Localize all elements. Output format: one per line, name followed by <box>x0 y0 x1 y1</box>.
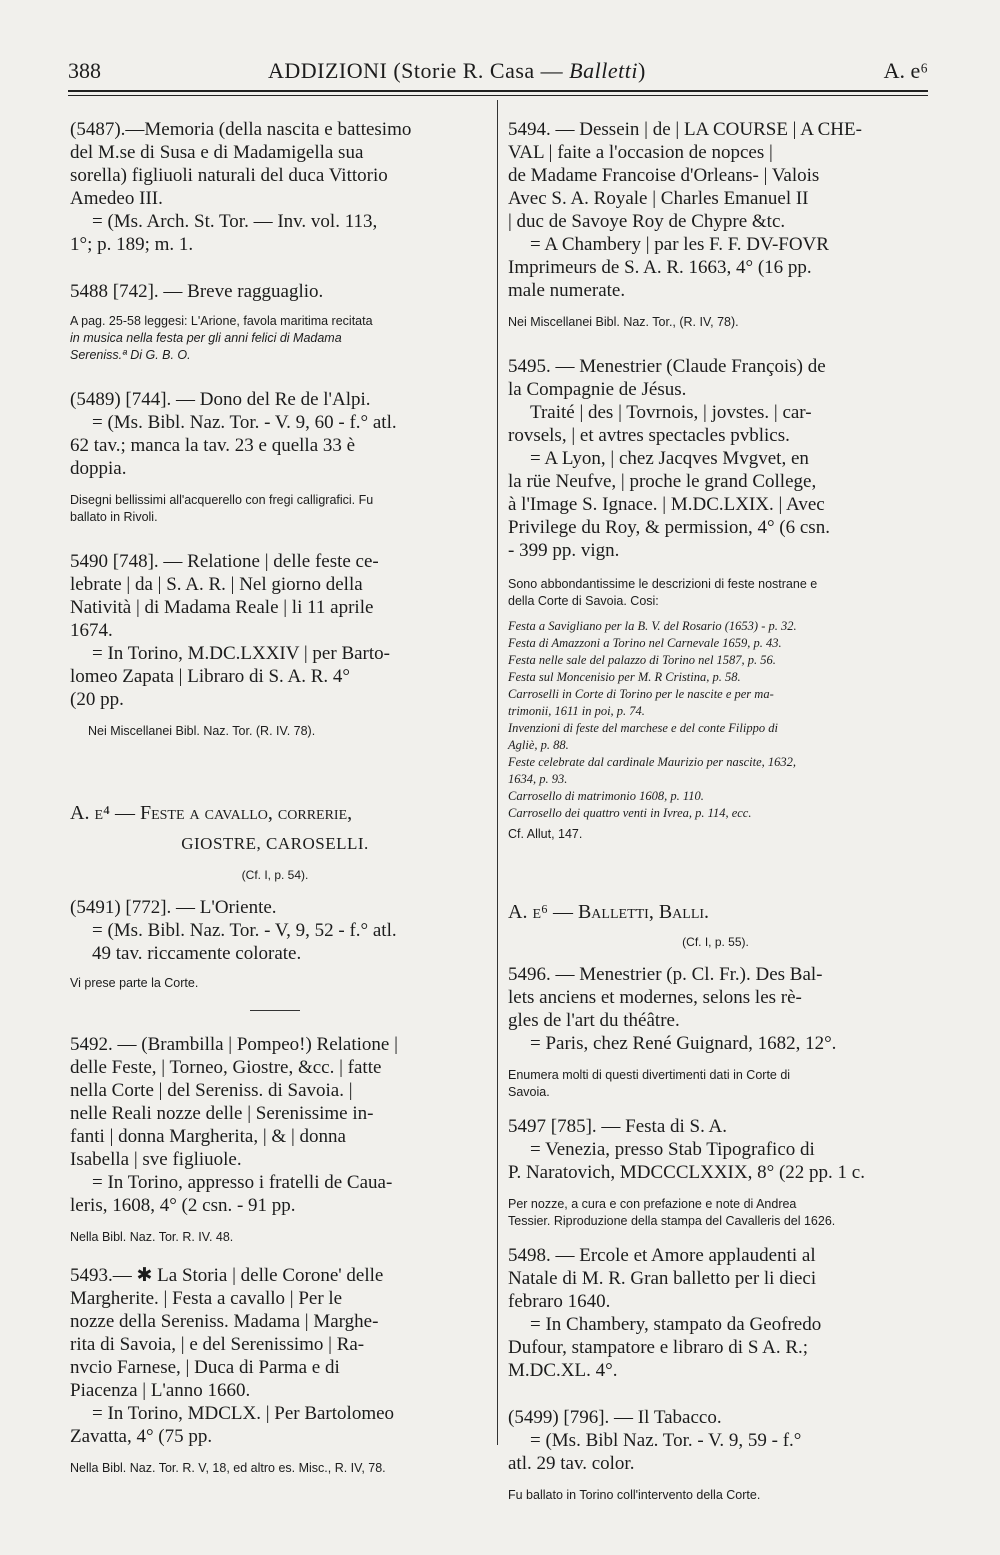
entry-5491 <box>70 896 480 965</box>
list-item: Carrosello dei quattro venti in Ivrea, p. 114, ecc. <box>508 806 752 820</box>
note-line: Fu ballato in Torino coll'intervento della Corte. <box>508 1488 761 1502</box>
entry-line: del M.se di Susa e di Madamigella sua <box>70 142 364 163</box>
entry-line: P. Naratovich, MDCCCLXXIX, 8° (22 pp. 1 c. <box>508 1162 865 1183</box>
list-item: trimonii, 1611 in poi, p. 74. <box>508 704 645 718</box>
entry-line: (5489) [744]. — Dono del Re de l'Alpi. <box>70 389 371 410</box>
section-heading-e4 <box>70 800 480 826</box>
entry-line: 49 tav. riccamente colorate. <box>92 943 302 964</box>
entry-5494 <box>508 118 923 302</box>
section-reference: (Cf. I, p. 55). <box>682 935 749 949</box>
entry-5499 <box>508 1406 923 1475</box>
entry-5495 <box>508 355 923 562</box>
list-item: Carrosello di matrimonio 1608, p. 110. <box>508 789 704 803</box>
list-item: Feste celebrate dal cardinale Maurizio per nascite, 1632, <box>508 755 797 769</box>
entry-line: Traité | des | Tovrnois, | jovstes. | car- <box>530 402 812 423</box>
entry-line: = (Ms. Bibl. Naz. Tor. - V, 9, 52 - f.° atl. <box>92 920 397 941</box>
entry-line: 5495. — Menestrier (Claude François) de <box>508 356 826 377</box>
entry-line: lebrate | da | S. A. R. | Nel giorno della <box>70 574 363 595</box>
entry-line: = Venezia, presso Stab Tipografico di <box>530 1139 815 1160</box>
note-line: Nei Miscellanei Bibl. Naz. Tor. (R. IV. 78). <box>88 724 316 738</box>
entry-line: Avec S. A. Royale | Charles Emanuel II <box>508 188 809 209</box>
entry-line: (20 pp. <box>70 689 124 710</box>
entry-line: 1°; p. 189; m. 1. <box>70 234 194 255</box>
entry-line: VAL | faite a l'occasion de nopces | <box>508 142 773 163</box>
entry-line: lomeo Zapata | Libraro di S. A. R. 4° <box>70 666 350 687</box>
entry-line: 5494. — Dessein | de | LA COURSE | A CHE- <box>508 119 862 140</box>
header-rule-thin <box>68 95 928 96</box>
entry-line: Natività | di Madama Reale | li 11 aprile <box>70 597 374 618</box>
entry-line: à l'Image S. Ignace. | M.DC.LXIX. | Avec <box>508 494 825 515</box>
entry-line: Zavatta, 4° (75 pp. <box>70 1426 213 1447</box>
entry-line: gles de l'art du théâtre. <box>508 1010 680 1031</box>
entry-note <box>508 1196 923 1230</box>
entry-line: Margherite. | Festa a cavallo | Per le <box>70 1288 343 1309</box>
list-item: Carroselli in Corte di Torino per le nascite e per ma- <box>508 687 774 701</box>
entry-line: 62 tav.; manca la tav. 23 e quella 33 è <box>70 435 356 456</box>
section-heading-e4-sub: GIOSTRE, CAROSELLI. <box>181 834 369 853</box>
entry-5493 <box>70 1264 480 1448</box>
section-marker: A. e⁶ <box>883 58 928 83</box>
entry-line: la Compagnie de Jésus. <box>508 379 687 400</box>
entry-line: nella Corte | del Sereniss. di Savoia. | <box>70 1080 353 1101</box>
note-line: Nei Miscellanei Bibl. Naz. Tor., (R. IV, 78). <box>508 315 739 329</box>
list-item: Festa sul Moncenisio per M. R Cristina, p. 58. <box>508 670 741 684</box>
header-rule-thick <box>68 90 928 92</box>
entry-line: = In Torino, M.DC.LXXIV | per Barto- <box>92 643 390 664</box>
note-line: della Corte di Savoia. Cosi: <box>508 594 659 608</box>
entry-note <box>508 1487 923 1504</box>
entry-line: 5488 [742]. — Breve ragguaglio. <box>70 281 324 302</box>
entry-line: nelle Reali nozze delle | Serenissime in- <box>70 1103 374 1124</box>
list-item: Agliè, p. 88. <box>508 738 569 752</box>
entry-line: male numerate. <box>508 280 626 301</box>
note-line: Enumera molti di questi divertimenti dati in Corte di <box>508 1068 791 1082</box>
list-item: Festa nelle sale del palazzo di Torino nel 1587, p. 56. <box>508 653 776 667</box>
festivities-list <box>508 618 923 822</box>
entry-note <box>70 313 480 364</box>
entry-5496 <box>508 963 923 1055</box>
entry-line: Dufour, stampatore e libraro di S A. R.; <box>508 1337 809 1358</box>
note-line: Per nozze, a cura e con prefazione e note di Andrea <box>508 1197 797 1211</box>
note-line: Tessier. Riproduzione della stampa del Cavalleris del 1626. <box>508 1214 836 1228</box>
running-header <box>68 58 928 88</box>
note-line: Nella Bibl. Naz. Tor. R. V, 18, ed altro es. Misc., R. IV, 78. <box>70 1461 386 1475</box>
entry-5497 <box>508 1115 923 1184</box>
entry-line: 1674. <box>70 620 113 641</box>
entry-line: = A Lyon, | chez Jacqves Mvgvet, en <box>530 448 809 469</box>
entry-line: = In Torino, appresso i fratelli de Caua- <box>92 1172 393 1193</box>
entry-line: Isabella | sve figliuole. <box>70 1149 242 1170</box>
entry-5487 <box>70 118 480 256</box>
column-divider <box>497 100 498 1445</box>
entry-line: sorella) figliuoli naturali del duca Vittorio <box>70 165 388 186</box>
entry-line: Natale di M. R. Gran balletto per li dieci <box>508 1268 817 1289</box>
entry-5488 <box>70 280 480 303</box>
entry-line: rovsels, | et avtres spectacles pvblics. <box>508 425 790 446</box>
entry-note <box>508 314 923 331</box>
note-line: ballato in Rivoli. <box>70 510 158 524</box>
entry-line: - 399 pp. vign. <box>508 540 620 561</box>
entry-note <box>508 1067 923 1101</box>
entry-line: M.DC.XL. 4°. <box>508 1360 618 1381</box>
page-number: 388 <box>68 58 101 83</box>
entry-line: nvcio Farnese, | Duca di Parma e di <box>70 1357 340 1378</box>
entry-5492 <box>70 1033 480 1217</box>
entry-note <box>70 492 480 526</box>
note-line: Cf. Allut, 147. <box>508 827 583 841</box>
entry-5498 <box>508 1244 923 1382</box>
entry-line: = In Chambery, stampato da Geofredo <box>530 1314 822 1335</box>
right-column <box>508 118 923 1504</box>
entry-line: = Paris, chez René Guignard, 1682, 12°. <box>530 1033 837 1054</box>
entry-note <box>70 975 480 992</box>
entry-line: Amedeo III. <box>70 188 163 209</box>
entry-line: 5497 [785]. — Festa di S. A. <box>508 1116 728 1137</box>
entry-note <box>70 1229 480 1246</box>
note-line: Nella Bibl. Naz. Tor. R. IV. 48. <box>70 1230 234 1244</box>
entry-5489 <box>70 388 480 480</box>
note-line: A pag. 25-58 leggesi: L'Arione, favola maritima recitata <box>70 314 373 328</box>
entry-line: delle Feste, | Torneo, Giostre, &cc. | fatte <box>70 1057 382 1078</box>
running-title-italic: Balletti <box>569 58 638 83</box>
note-line: Savoia. <box>508 1085 550 1099</box>
section-heading-e6: A. e⁶ — Balletti, Balli. <box>508 901 710 923</box>
entry-line: = (Ms. Bibl Naz. Tor. - V. 9, 59 - f.° <box>530 1430 802 1451</box>
entry-line: atl. 29 tav. color. <box>508 1453 635 1474</box>
entry-line: = (Ms. Arch. St. Tor. — Inv. vol. 113, <box>92 211 378 232</box>
note-line: Disegni bellissimi all'acquerello con fregi calligrafici. Fu <box>70 493 374 507</box>
entry-line: lets anciens et modernes, selons les rè- <box>508 987 802 1008</box>
entry-5490 <box>70 550 480 711</box>
entry-line: nozze della Sereniss. Madama | Marghe- <box>70 1311 379 1332</box>
section-heading-line: A. e⁴ — Feste a cavallo, correrie, <box>70 802 353 824</box>
entry-line: | duc de Savoye Roy de Chypre &tc. <box>508 211 786 232</box>
entry-line: (5499) [796]. — Il Tabacco. <box>508 1407 722 1428</box>
running-title <box>268 58 646 84</box>
entry-line: = In Torino, MDCLX. | Per Bartolomeo <box>92 1403 395 1424</box>
running-title-close: ) <box>637 58 646 83</box>
entry-note <box>508 576 923 610</box>
entry-line: febraro 1640. <box>508 1291 611 1312</box>
entry-note <box>70 723 480 740</box>
left-column <box>70 118 480 1477</box>
entry-line: la rüe Neufve, | proche le grand College, <box>508 471 817 492</box>
cf-reference <box>508 826 923 843</box>
running-title-main: ADDIZIONI (Storie R. Casa — <box>268 58 570 83</box>
list-item: Invenzioni di feste del marchese e del conte Filippo di <box>508 721 778 735</box>
entry-line: 5498. — Ercole et Amore applaudenti al <box>508 1245 816 1266</box>
list-item: Festa a Savigliano per la B. V. del Rosario (1653) - p. 32. <box>508 619 797 633</box>
note-line: Sereniss.ª Di G. B. O. <box>70 348 191 362</box>
entry-line: fanti | donna Margherita, | & | donna <box>70 1126 346 1147</box>
note-line: Sono abbondantissime le descrizioni di feste nostrane e <box>508 577 818 591</box>
entry-line: 5492. — (Brambilla | Pompeo!) Relatione | <box>70 1034 398 1055</box>
entry-line: 5490 [748]. — Relatione | delle feste ce- <box>70 551 379 572</box>
list-item: Festa di Amazzoni a Torino nel Carnevale 1659, p. 43. <box>508 636 782 650</box>
entry-line: doppia. <box>70 458 127 479</box>
entry-line: = A Chambery | par les F. F. DV-FOVR <box>530 234 829 255</box>
entry-line: Piacenza | L'anno 1660. <box>70 1380 251 1401</box>
entry-line: rita di Savoia, | e del Serenissimo | Ra- <box>70 1334 365 1355</box>
entry-line: Imprimeurs de S. A. R. 1663, 4° (16 pp. <box>508 257 812 278</box>
note-line: Vi prese parte la Corte. <box>70 976 199 990</box>
list-item: 1634, p. 93. <box>508 772 568 786</box>
entry-line: Privilege du Roy, & permission, 4° (6 csn. <box>508 517 830 538</box>
entry-line: (5487).—Memoria (della nascita e battesimo <box>70 119 412 140</box>
entry-line: (5491) [772]. — L'Oriente. <box>70 897 277 918</box>
entry-note <box>70 1460 480 1477</box>
entry-line: 5493.— ✱ La Storia | delle Corone' delle <box>70 1265 384 1286</box>
entry-line: = (Ms. Bibl. Naz. Tor. - V. 9, 60 - f.° atl. <box>92 412 397 433</box>
entry-line: leris, 1608, 4° (2 csn. - 91 pp. <box>70 1195 296 1216</box>
entry-line: de Madame Francoise d'Orleans- | Valois <box>508 165 820 186</box>
section-reference: (Cf. I, p. 54). <box>241 868 309 882</box>
entry-line: 5496. — Menestrier (p. Cl. Fr.). Des Bal- <box>508 964 823 985</box>
note-line: in musica nella festa per gli anni felici di Madama <box>70 331 342 345</box>
